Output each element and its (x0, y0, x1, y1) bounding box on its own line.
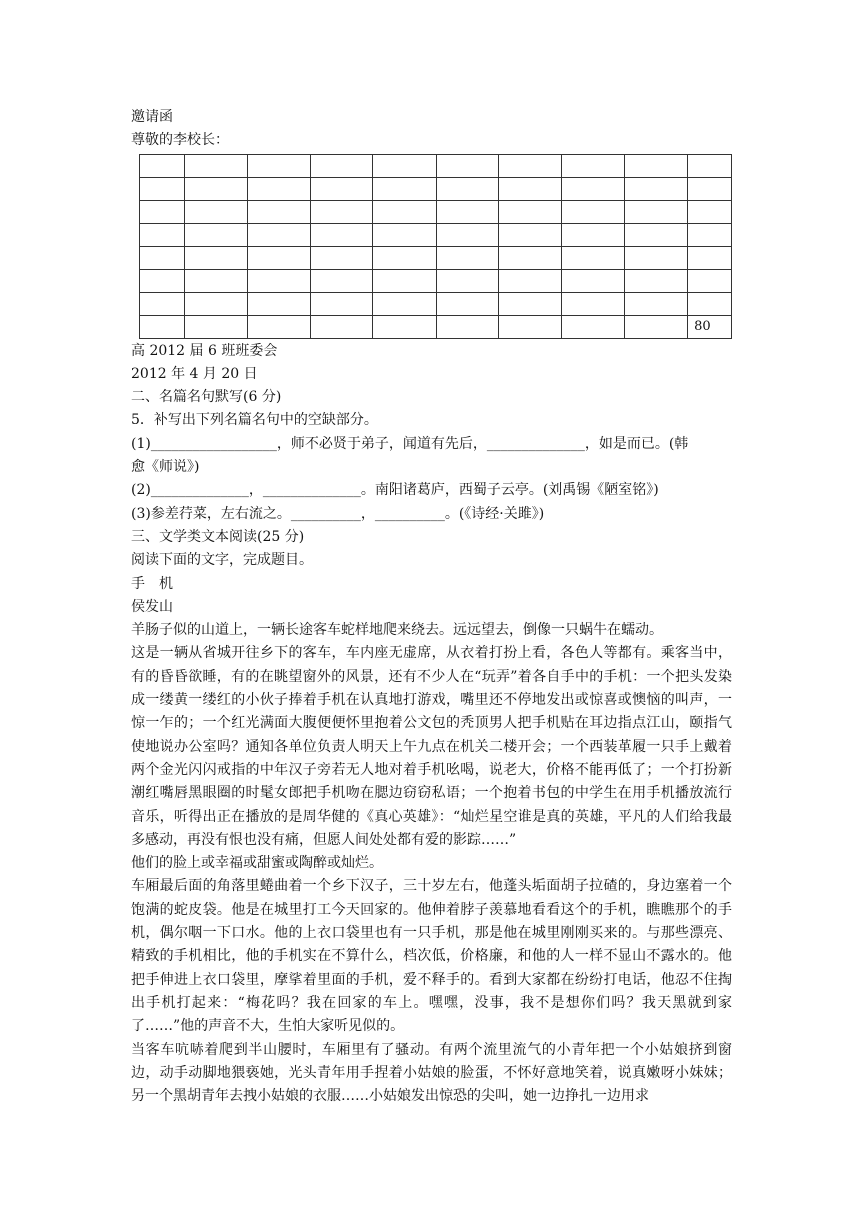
grid-cell (499, 154, 562, 177)
grid-cell (310, 292, 373, 315)
grid-cell (624, 246, 688, 269)
story-paragraph: 车厢最后面的角落里蜷曲着一个乡下汉子，三十岁左右，他蓬头垢面胡子拉碴的，身边塞着一个饱满的蛇皮袋。他是在城里打工今天回家的。他伸着脖子羡慕地看看这个的手机，瞧瞧那个的手机，偶尔咽一下口水。他的上衣口袋里也有一只手机，那是他在城里刚刚买来的。与那些漂亮、精致的手机相比，他的手机实在不算什么，档次低，价格廉，和他的人一样不显山不露水的。他把手伸进上衣口袋里，摩挲着里面的手机，爱不释手的。看到大家都在纷纷打电话，他忍不住掏出手机打起来：“梅花吗？我在回家的车上。嘿嘿，没事，我不是想你们吗？我天黑就到家了……”他的声音不大，生怕大家听见似的。 (131, 878, 732, 1035)
grid-cell (373, 177, 437, 200)
grid-row (140, 246, 732, 269)
fill-item-2: (2)______________，______________。南阳诸葛庐，西蜀子云亭。(刘禹锡《陋室铭》) (131, 482, 659, 499)
grid-cell (624, 177, 688, 200)
grid-cell (140, 315, 185, 338)
grid-cell (499, 292, 562, 315)
grid-cell (499, 200, 562, 223)
story-author: 侯发山 (131, 598, 173, 615)
grid-cell (140, 292, 185, 315)
writing-grid (139, 154, 732, 339)
fill-item-1: (1)__________________，师不必贤于弟子，闻道有先后，______________，如是而已。(韩 (131, 435, 689, 452)
grid-row (140, 292, 732, 315)
grid-cell (624, 154, 688, 177)
grid-cell (624, 269, 688, 292)
grid-cell (436, 154, 499, 177)
grid-cell (624, 223, 688, 246)
grid-cell (140, 154, 185, 177)
grid-cell (373, 200, 437, 223)
grid-cell (624, 200, 688, 223)
grid-cell (140, 269, 185, 292)
grid-cell (561, 246, 624, 269)
invitation-date: 2012 年 4 月 20 日 (131, 365, 258, 382)
grid-cell (248, 200, 311, 223)
grid-cell (373, 315, 437, 338)
grid-row (140, 154, 732, 177)
grid-cell (184, 246, 248, 269)
document-body (131, 106, 732, 1108)
grid-cell (184, 223, 248, 246)
grid-cell (184, 177, 248, 200)
grid-cell (373, 269, 437, 292)
grid-cell (310, 177, 373, 200)
grid-cell (688, 246, 732, 269)
grid-cell (184, 269, 248, 292)
question-5: 5．补写出下列名篇名句中的空缺部分。 (131, 412, 378, 429)
grid-cell (561, 154, 624, 177)
reading-instruction: 阅读下面的文字，完成题目。 (131, 552, 313, 569)
grid-cell (499, 269, 562, 292)
fill-item-1-source: 愈《师说》) (131, 459, 200, 476)
grid-row (140, 269, 732, 292)
grid-cell (310, 154, 373, 177)
grid-cell (373, 154, 437, 177)
story-paragraph: 羊肠子似的山道上，一辆长途客车蛇样地爬来绕去。远远望去，倒像一只蜗牛在蠕动。 (131, 622, 663, 639)
grid-cell (688, 200, 732, 223)
grid-cell (248, 269, 311, 292)
grid-row (140, 315, 732, 338)
section2-heading: 二、名篇名句默写(6 分) (131, 389, 282, 406)
grid-cell (140, 200, 185, 223)
grid-cell (310, 200, 373, 223)
grid-cell (248, 292, 311, 315)
grid-cell (688, 223, 732, 246)
fill-item-3: (3)参差荇菜，左右流之。__________，__________。(《诗经·关雎》) (131, 505, 545, 522)
grid-cell (310, 269, 373, 292)
invitation-title: 邀请函 (131, 109, 173, 125)
grid-cell (436, 177, 499, 200)
grid-cell (248, 154, 311, 177)
grid-cell (184, 154, 248, 177)
grid-cell (248, 223, 311, 246)
grid-row (140, 177, 732, 200)
invitation-salutation: 尊敬的李校长： (131, 132, 229, 149)
grid-cell (688, 269, 732, 292)
grid-cell (688, 292, 732, 315)
grid-cell (436, 292, 499, 315)
grid-cell (310, 315, 373, 338)
grid-row (140, 200, 732, 223)
grid-cell (310, 223, 373, 246)
grid-cell (624, 292, 688, 315)
grid-cell (436, 269, 499, 292)
grid-cell (373, 246, 437, 269)
grid-cell (184, 315, 248, 338)
grid-cell (436, 223, 499, 246)
grid-cell (140, 177, 185, 200)
section3-heading: 三、文学类文本阅读(25 分) (131, 528, 305, 545)
grid-cell (561, 315, 624, 338)
grid-cell (373, 223, 437, 246)
grid-row (140, 223, 732, 246)
grid-cell (310, 246, 373, 269)
grid-cell (436, 246, 499, 269)
grid-cell (499, 315, 562, 338)
story-paragraph: 他们的脸上或幸福或甜蜜或陶醉或灿烂。 (131, 855, 383, 872)
grid-cell (373, 292, 437, 315)
grid-cell (561, 292, 624, 315)
grid-cell (688, 177, 732, 200)
grid-cell (561, 223, 624, 246)
grid-cell (248, 177, 311, 200)
story-paragraph: 这是一辆从省城开往乡下的客车，车内座无虚席，从衣着打扮上看，各色人等都有。乘客当中，有的昏昏欲睡，有的在眺望窗外的风景，还有不少人在“玩弄”着各自手中的手机：一个把头发染成一缕黄一缕红的小伙子捧着手机在认真地打游戏，嘴里还不停地发出或惊喜或懊恼的叫声，一惊一乍的；一个红光满面大腹便便怀里抱着公文包的秃顶男人把手机贴在耳边指点江山，颐指气使地说办公室吗？通知各单位负责人明天上午九点在机关二楼开会；一个西装革履一只手上戴着两个金光闪闪戒指的中年汉子旁若无人地对着手机吆喝，说老大，价格不能再低了；一个打扮新潮红嘴唇黑眼圈的时髦女郎把手机吻在腮边窃窃私语；一个抱着书包的中学生在用手机播放流行音乐，听得出正在播放的是周华健的《真心英雄》：“灿烂星空谁是真的英雄，平凡的人们给我最多感动，再没有恨也没有痛，但愿人间处处都有爱的影踪……” (131, 645, 732, 848)
grid-cell (499, 177, 562, 200)
grid-cell (688, 154, 732, 177)
grid-cell (184, 292, 248, 315)
grid-cell (436, 315, 499, 338)
grid-cell (248, 315, 311, 338)
grid-cell (561, 200, 624, 223)
invitation-signature: 高 2012 届 6 班班委会 (131, 342, 278, 359)
story-title: 手 机 (131, 575, 173, 592)
grid-cell (499, 246, 562, 269)
grid-cell (140, 223, 185, 246)
grid-cell (140, 246, 185, 269)
grid-cell (624, 315, 688, 338)
grid-end-number: 80 (688, 315, 732, 338)
story-paragraph: 当客车吭哧着爬到半山腰时，车厢里有了骚动。有两个流里流气的小青年把一个小姑娘挤到窗边，动手动脚地猥亵她，光头青年用手捏着小姑娘的脸蛋，不怀好意地笑着，说真嫩呀小妹妹；另一个黑胡青年去拽小姑娘的衣服……小姑娘发出惊恐的尖叫，她一边挣扎一边用求 (131, 1041, 732, 1105)
grid-cell (436, 200, 499, 223)
grid-cell (499, 223, 562, 246)
grid-cell (184, 200, 248, 223)
grid-cell (561, 177, 624, 200)
grid-cell (561, 269, 624, 292)
grid-cell (248, 246, 311, 269)
